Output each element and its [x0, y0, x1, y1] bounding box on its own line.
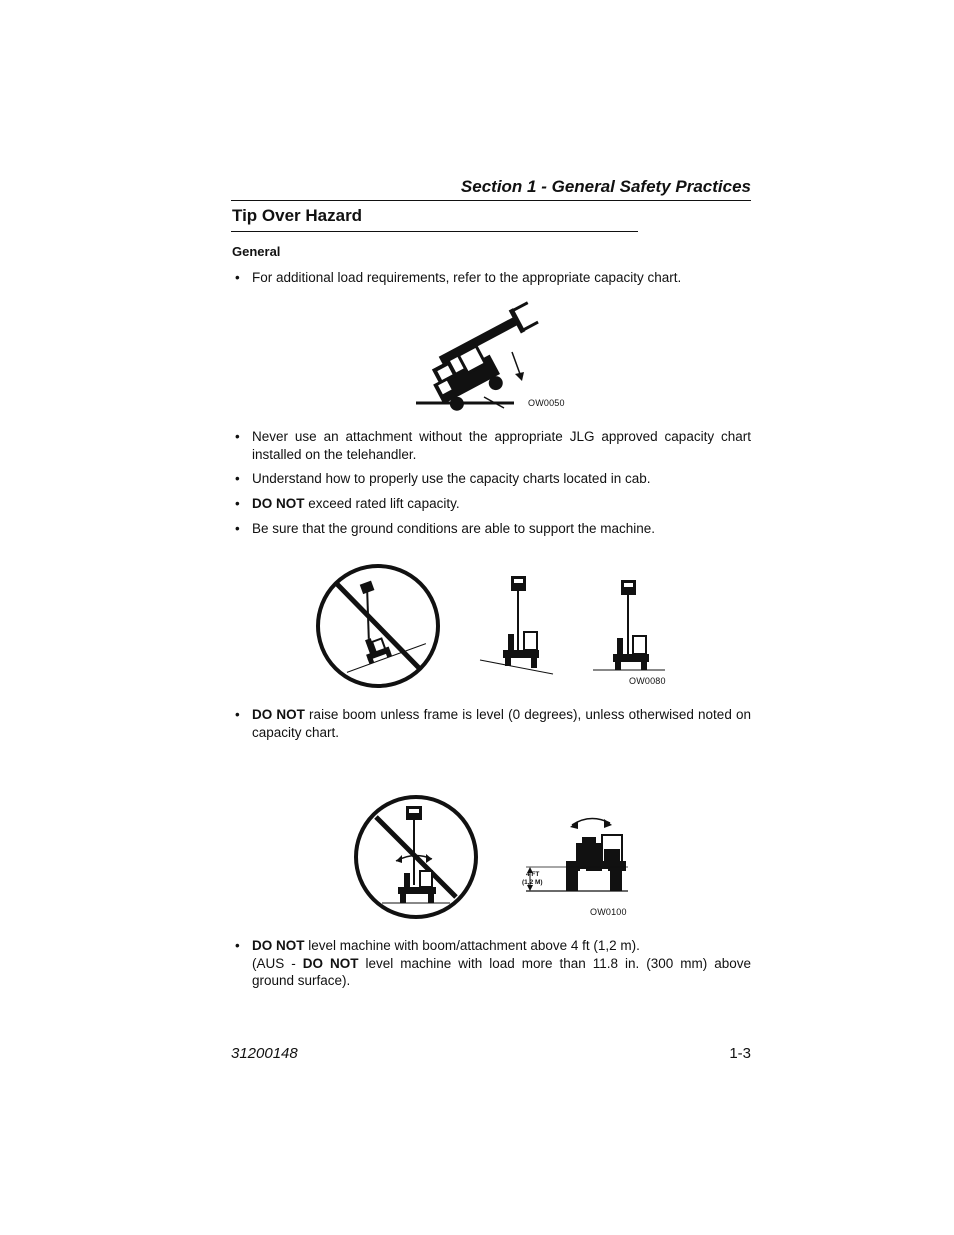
bullet-item — [235, 937, 751, 990]
figure-code: OW0050 — [528, 398, 565, 408]
bullet-dot: • — [235, 938, 240, 953]
bullet-dot: • — [235, 496, 240, 511]
emphasis: DO NOT — [252, 707, 305, 722]
heading-rule — [231, 231, 638, 232]
subheading: General — [232, 244, 281, 259]
document-number: 31200148 — [231, 1045, 298, 1062]
emphasis: DO NOT — [252, 496, 305, 511]
bullet-dot: • — [235, 270, 240, 285]
page-number: 1-3 — [729, 1045, 751, 1062]
bullet-text — [252, 706, 751, 741]
bullet-item — [235, 269, 751, 287]
figure-code: OW0100 — [590, 907, 627, 917]
bullet-text — [252, 937, 751, 990]
bullet-text: Never use an attachment without the appropriate JLG approved capacity chart installed on the telehandler. — [252, 429, 751, 462]
section-rule — [231, 200, 751, 201]
bullet-dot: • — [235, 521, 240, 536]
section-title: Section 1 - General Safety Practices — [460, 177, 751, 196]
bullet-dot: • — [235, 429, 240, 444]
emphasis: DO NOT — [302, 955, 359, 971]
bullet-item — [235, 470, 751, 488]
bullet-text: Be sure that the ground conditions are able to support the machine. — [252, 521, 656, 536]
leveling-illustration — [352, 793, 632, 921]
bullet-item — [235, 520, 751, 538]
bullet-item — [235, 428, 751, 463]
bullet-text-rest: exceed rated lift capacity. — [304, 496, 460, 511]
bullet-item — [235, 706, 751, 741]
bullet-text-rest: level machine with boom/attachment above 4 ft (1,2 m). — [304, 938, 640, 953]
ground-slope-illustration — [315, 560, 675, 692]
bullet-text-line2-rest: level machine with load more than 11.8 in. (300 mm) above ground surface). — [252, 955, 751, 988]
bullet-item — [235, 495, 751, 513]
bullet-dot: • — [235, 707, 240, 722]
page-heading: Tip Over Hazard — [232, 206, 363, 225]
bullet-text-rest: raise boom unless frame is level (0 degrees), unless otherwised noted on capacity chart. — [252, 707, 751, 740]
bullet-text — [252, 495, 751, 513]
height-label-metric: (1,2 M) — [522, 879, 543, 886]
height-label: 4 FT — [526, 871, 540, 878]
bullet-dot: • — [235, 471, 240, 486]
figure-code: OW0080 — [629, 676, 666, 686]
bullet-text: For additional load requirements, refer to the appropriate capacity chart. — [252, 270, 682, 285]
bullet-text-line2: (AUS - — [252, 955, 303, 971]
tip-over-illustration — [414, 312, 574, 408]
bullet-text: Understand how to properly use the capacity charts located in cab. — [252, 471, 651, 486]
emphasis: DO NOT — [252, 938, 305, 953]
